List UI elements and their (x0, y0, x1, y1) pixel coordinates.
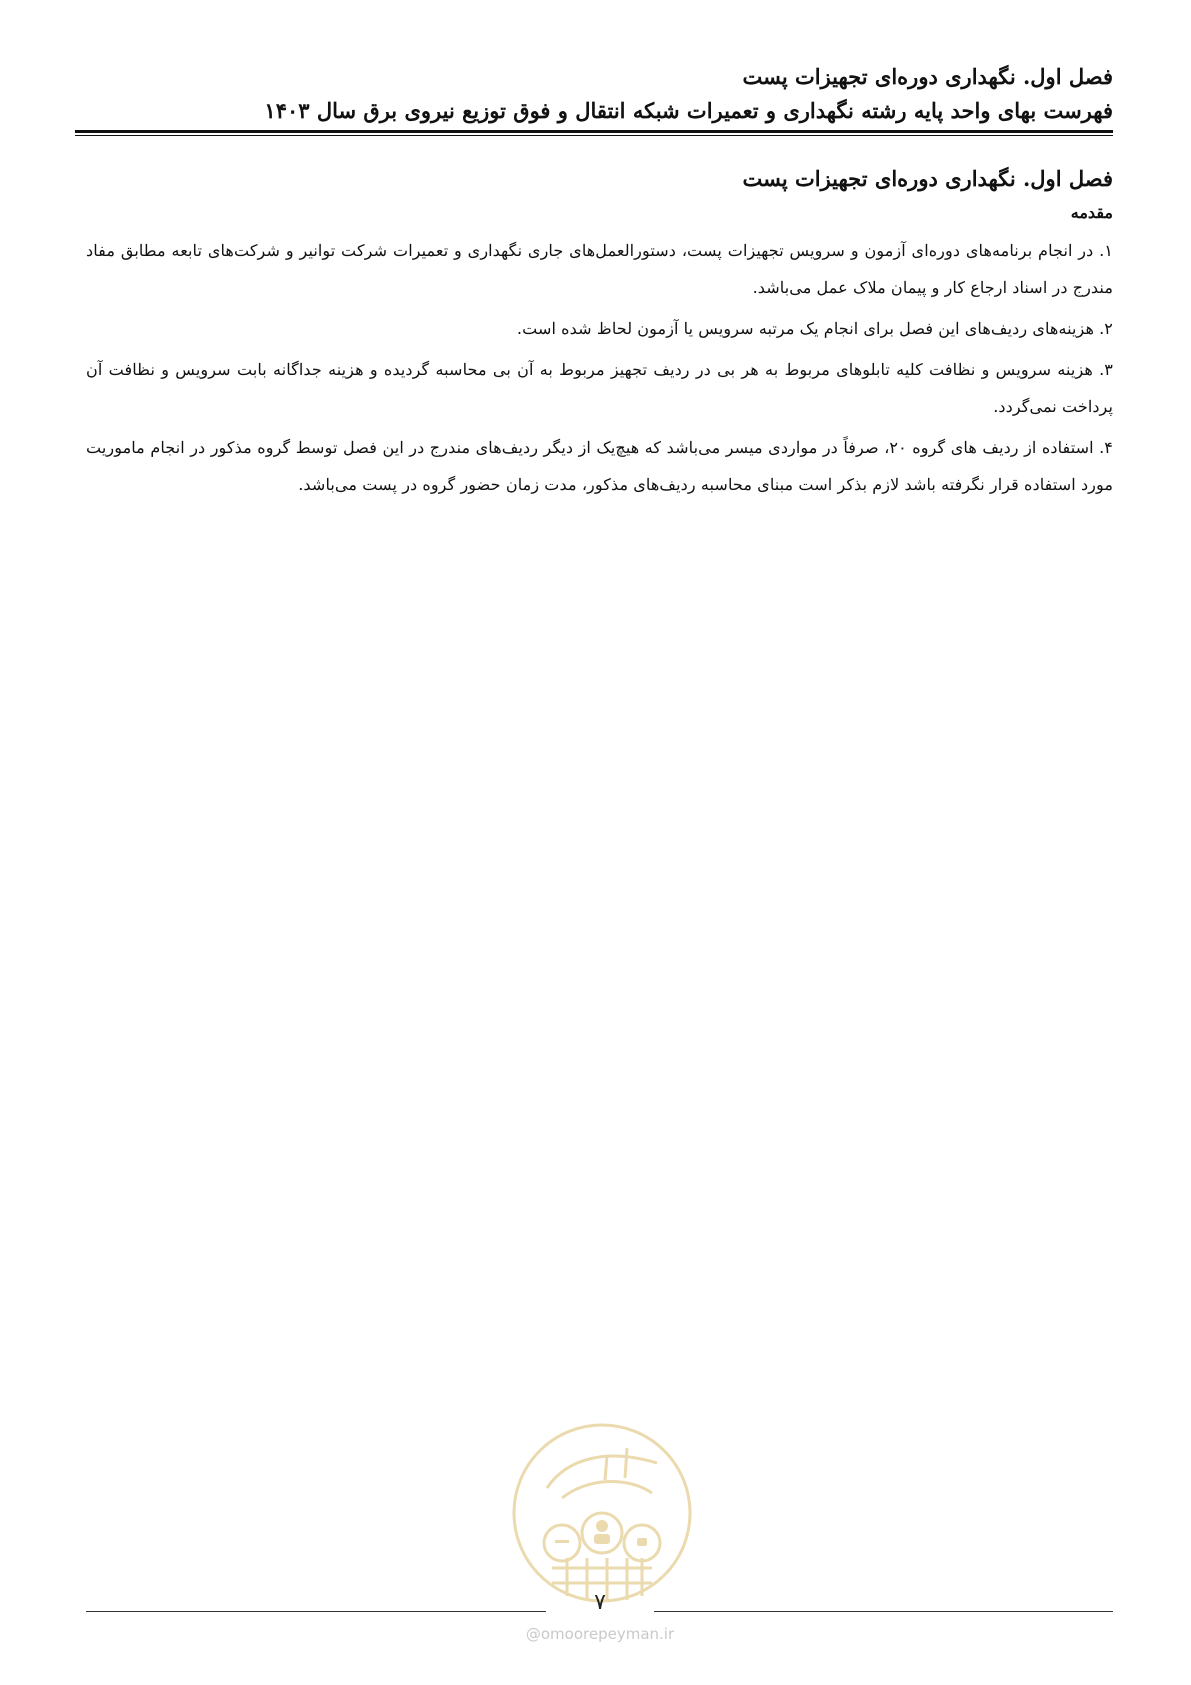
header-chapter-title: فصل اول. نگهداری دوره‌ای تجهیزات پست (742, 64, 1113, 89)
site-url: @omoorepeyman.ir (525, 1625, 675, 1643)
footer-divider-left (86, 1611, 546, 1612)
running-header (75, 60, 1113, 128)
paragraph-4: ۴. استفاده از ردیف های گروه ۲۰، صرفاً در مواردی میسر می‌باشد که هیچ‌یک از دیگر ردیف‌های مندرج در این فصل توسط گروه مذکور در انجام ماموریت مورد استفاده قرار نگرفته باشد لازم بذکر است مبنای محاسبه ردیف‌های مذکور، مدت زمان حضور گروه در پست می‌باشد. (86, 438, 1113, 494)
paragraph-3: ۳. هزینه سرویس و نظافت کلیه تابلوهای مربوط به هر بی در ردیف تجهیز مربوط به آن بی محاسبه گردیده و هزینه جداگانه بابت سرویس و نظافت آن پرداخت نمی‌گردد. (86, 360, 1113, 416)
page-number: ۷ (594, 1590, 606, 1615)
paragraph-2: ۲. هزینه‌های ردیف‌های این فصل برای انجام یک مرتبه سرویس یا آزمون لحاظ شده است. (516, 319, 1113, 338)
header-divider-thin (75, 135, 1113, 136)
section-title: فصل اول. نگهداری دوره‌ای تجهیزات پست (742, 166, 1113, 191)
paragraph-1: ۱. در انجام برنامه‌های دوره‌ای آزمون و سرویس تجهیزات پست، دستورالعمل‌های جاری نگهداری و تعمیرات شرکت توانیر و شرکت‌های تابعه مطابق مفاد مندرج در اسناد ارجاع کار و پیمان ملاک عمل می‌باشد. (86, 241, 1113, 297)
header-document-title: فهرست بهای واحد پایه رشته نگهداری و تعمیرات شبکه انتقال و فوق توزیع نیروی برق سال ۱۴۰۳ (264, 98, 1113, 123)
introduction-heading: مقدمه (1070, 203, 1113, 222)
main-content (86, 162, 1113, 507)
header-divider (75, 130, 1113, 133)
footer-divider-right (654, 1611, 1113, 1612)
watermark-logo-icon (507, 1418, 697, 1608)
